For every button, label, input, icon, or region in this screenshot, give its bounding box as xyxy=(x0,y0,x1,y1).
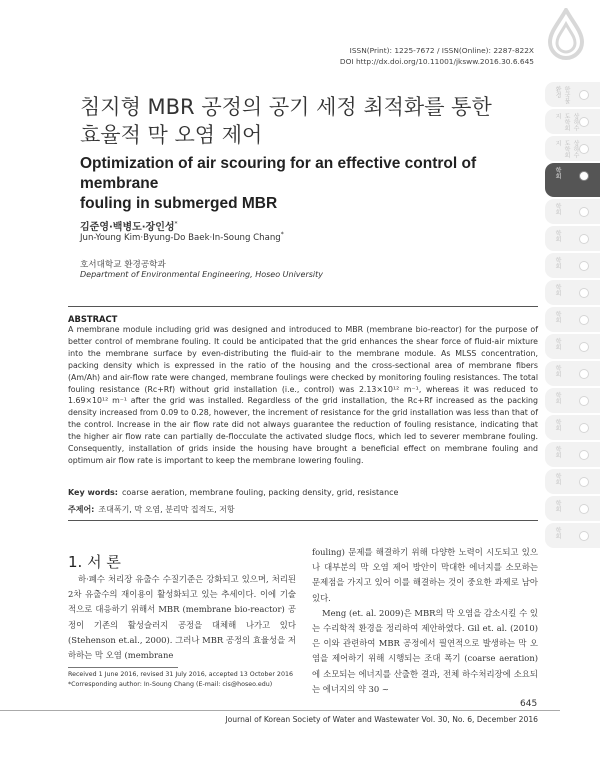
side-tab[interactable] xyxy=(545,109,600,134)
intro-right-paragraph-1: fouling) 문제를 해결하기 위해 다양한 노력이 시도되고 있으나 대부분의 막 오염 제어 방안이 막대한 에너지를 소모하는 문제점을 가지고 있어 이를 해결하는 것이 중요한 과제로 남아있다. xyxy=(312,547,538,603)
side-tab-dot-icon xyxy=(579,207,589,217)
journal-citation: Journal of Korean Society of Water and Wastewater Vol. 30, No. 6, December 2016 xyxy=(225,715,538,724)
intro-right-column xyxy=(312,545,538,697)
side-tab-label: 학회 xyxy=(554,473,561,485)
authors-korean-names: 김준영·백병도·장인성 xyxy=(80,222,175,233)
english-title-line1: Optimization of air scouring for an effective control of membrane xyxy=(80,155,477,192)
side-tab[interactable] xyxy=(545,136,600,161)
english-title xyxy=(80,154,540,214)
side-tab-dot-icon xyxy=(579,117,589,127)
side-tab[interactable] xyxy=(545,334,600,359)
side-tab-dot-icon xyxy=(579,288,589,298)
keywords-korean-label: 주제어: xyxy=(68,505,95,514)
keywords-english-label: Key words: xyxy=(68,488,119,497)
side-tab-dot-icon xyxy=(579,531,589,541)
side-tab[interactable] xyxy=(545,163,600,197)
side-tab-label: 학회 xyxy=(554,365,561,377)
side-tab-dot-icon xyxy=(579,315,589,325)
side-tab[interactable] xyxy=(545,415,600,440)
side-tab-strip xyxy=(545,82,600,550)
side-tab-dot-icon xyxy=(579,450,589,460)
authors-english-names: Jun-Young Kim·Byung-Do Baek·In-Soung Chang xyxy=(80,232,281,243)
side-tab-dot-icon xyxy=(579,171,589,181)
side-tab[interactable] xyxy=(545,496,600,521)
side-tab-dot-icon xyxy=(579,396,589,406)
keywords-english xyxy=(68,488,398,497)
abstract-heading: ABSTRACT xyxy=(68,314,118,324)
side-tab-dot-icon xyxy=(579,234,589,244)
side-tab[interactable] xyxy=(545,199,600,224)
section-title: 1. 서 론 xyxy=(68,553,121,571)
side-tab-label: 학회 xyxy=(554,527,561,539)
side-tab[interactable] xyxy=(545,388,600,413)
corresponding-author: *Corresponding author: In-Soung Chang (E-mail: cis@hoseo.edu) xyxy=(68,681,273,688)
side-tab[interactable] xyxy=(545,523,600,548)
divider xyxy=(68,306,538,307)
side-tab-dot-icon xyxy=(579,144,589,154)
side-tab-dot-icon xyxy=(579,342,589,352)
side-tab[interactable] xyxy=(545,253,600,278)
keywords-korean xyxy=(68,504,235,515)
side-tab-label: 학회 xyxy=(554,338,561,350)
side-tab-label: 학회 xyxy=(554,446,561,458)
side-tab-label: 학회 xyxy=(554,311,561,323)
corresponding-mark: * xyxy=(174,220,178,228)
side-tab[interactable] xyxy=(545,280,600,305)
side-tab-label: 상하수도학회지 xyxy=(554,140,579,158)
korean-title xyxy=(80,93,540,149)
side-tab-dot-icon xyxy=(579,504,589,514)
authors-english xyxy=(80,231,284,243)
corresponding-mark-en: * xyxy=(280,231,284,238)
side-tab-dot-icon xyxy=(579,423,589,433)
intro-left-paragraph: 하·폐수 처리장 유출수 수질기준은 강화되고 있으며, 처리된 2차 유출수의 재이용이 활성화되고 있는 추세이다. 이에 기술적으로 대응하기 위해서 MBR (membrane bio-reactor) 공정이 기존의 활성슬러지 공정을 대체해 나가고 있다 (Stehenson et.al., 2000). 그러나 MBR 공정의 효율성을 저하하는 막 오염 (membrane xyxy=(68,574,296,661)
side-tab-label: 한국물환경 xyxy=(554,86,570,104)
doi-line: DOI http://dx.doi.org/10.11001/jksww.2016.30.6.645 xyxy=(339,57,534,66)
received-dates: Received 1 June 2016, revised 31 July 2016, accepted 13 October 2016 xyxy=(68,671,293,678)
side-tab-label: 학회 xyxy=(554,257,561,269)
english-title-line2: fouling in submerged MBR xyxy=(80,195,278,212)
affiliation-english: Department of Environmental Engineering, Hoseo University xyxy=(80,270,324,279)
side-tab-label: 학회 xyxy=(554,392,561,404)
keywords-english-text: coarse aeration, membrane fouling, packing density, grid, resistance xyxy=(122,488,399,497)
issn-doi-header xyxy=(300,45,534,67)
issn-line: ISSN(Print): 1225-7672 / ISSN(Online): 2287-822X xyxy=(349,46,534,55)
side-tab-label: 학회 xyxy=(554,500,561,512)
intro-right-paragraph-2: Meng (et. al. 2009)은 MBR의 막 오염을 감소시킬 수 있는 수리학적 환경을 정리하여 제안하였다. Gil et. al. (2010)은 이와 관련하여 MBR 공정에서 필연적으로 발생하는 막 오염을 제어하기 위해 시행되는 조대 폭기 (coarse aeration)에 소모되는 에너지를 산출한 결과, 전체 하수처리장에 소요되는 에너지의 약 30 ~ xyxy=(312,607,538,694)
side-tab-label: 상하수도학회지 xyxy=(554,113,579,131)
korean-title-line1: 침지형 MBR 공정의 공기 세정 최적화를 통한 xyxy=(80,95,492,119)
side-tab[interactable] xyxy=(545,226,600,251)
side-tab[interactable] xyxy=(545,307,600,332)
divider xyxy=(68,520,538,521)
korean-title-line2: 효율적 막 오염 제어 xyxy=(80,123,263,147)
page-number: 645 xyxy=(520,699,538,709)
side-tab[interactable] xyxy=(545,469,600,494)
side-tab-label: 학회 xyxy=(554,230,561,242)
side-tab[interactable] xyxy=(545,442,600,467)
side-tab-label: 학회 xyxy=(554,167,561,179)
side-tab-dot-icon xyxy=(579,477,589,487)
water-drop-logo-icon xyxy=(536,8,596,64)
side-tab[interactable] xyxy=(545,361,600,386)
side-tab-label: 학회 xyxy=(554,419,561,431)
abstract-text: A membrane module including grid was designed and introduced to MBR (membrane bio-reactor) for the purpose of better control of membrane fouling. It could be anticipated that the grid enhances the shear force of fluid-air mixture into the membrane surface by even-distributing the fluid-air to the membrane module. As MLSS concentration, packing density which is expressed in the ratio of the housing and the cross-sectional area of membrane fibers (Am/Ah) and air-flow rate were changed, membrane foulings were checked by monitoring fouling resistances. The total fouling resistance (Rc+Rf) without grid installation (i.e., control) was 2.13×10¹² m⁻¹, whereas it was reduced to 1.69×10¹² m⁻¹ after the grid was installed. Regardless of the grid installation, the Rc+Rf increased as the packing density increased from 0.09 to 0.28, however, the increment of resistance for the grid installation was less than that of the control. Increase in the air flow rate did not always guarantee the reduction of fouling resistance, indicating that the higher air flow rate can partially de-flocculate the activated sludge flocs, which led to severer membrane fouling. Consequently, installation of grids inside the housing have brought a beneficial effect on membrane fouling and optimum air flow rate is important to keep the membrane lowering fouling. xyxy=(68,325,538,465)
side-tab-dot-icon xyxy=(579,261,589,271)
side-tab-label: 학회 xyxy=(554,203,561,215)
footer-rule xyxy=(0,710,560,711)
side-tab-dot-icon xyxy=(579,90,589,100)
side-tab[interactable] xyxy=(545,82,600,107)
side-tab-dot-icon xyxy=(579,369,589,379)
footnote-divider xyxy=(68,667,178,668)
side-tab-label: 학회 xyxy=(554,284,561,296)
keywords-korean-text: 조대폭기, 막 오염, 분리막 집적도, 저항 xyxy=(98,505,235,514)
affiliation-korean: 호서대학교 환경공학과 xyxy=(80,260,166,270)
